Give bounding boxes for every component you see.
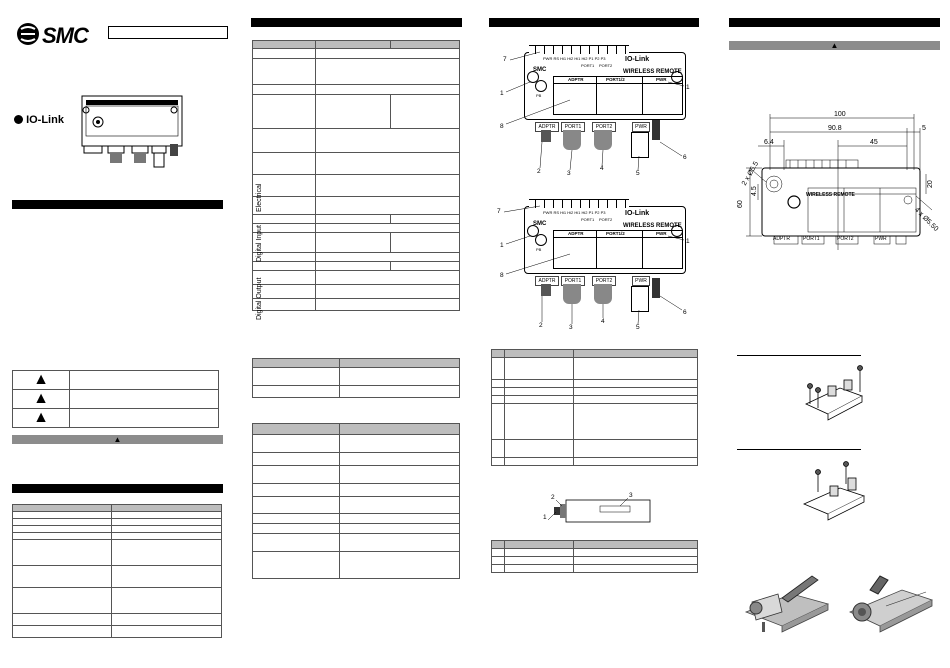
warning-banner: ▲: [729, 41, 940, 50]
electrical-spec-table: [252, 40, 460, 311]
parts-description-table: [491, 349, 698, 466]
callout-number: 4: [600, 165, 604, 172]
dim-2x-phi: 2 x Ø5.5: [740, 160, 761, 187]
environment-spec-table: [252, 358, 460, 398]
bracket-mounting-diagram: [800, 460, 870, 522]
status-led-labels: PWR RS Hi1 Hi2 Hi1 Hi2 P1 P2 P3: [543, 56, 606, 61]
connector-label: PORT1: [561, 276, 585, 286]
io-link-logo: IO-Link: [625, 56, 650, 63]
callout-number: 6: [683, 154, 687, 161]
installation-photo-1: [742, 572, 832, 634]
section-header-bar: [12, 200, 223, 209]
connector-label: PORT1: [803, 236, 820, 242]
io-link-logo: IO-Link: [14, 114, 64, 126]
smc-small-logo: SMC: [533, 221, 547, 227]
device-title: WIRELESS REMOTE: [623, 223, 682, 229]
port-label: PORT2: [599, 63, 613, 68]
status-led-labels: PWR RS Hi1 Hi2 Hi1 Hi2 P1 P2 P3: [543, 210, 606, 215]
connector-label: PORT2: [592, 276, 616, 286]
port-label: PORT2: [599, 217, 613, 222]
connector-label: PORT1: [561, 122, 585, 132]
dim-5: 5: [922, 125, 926, 132]
callout-number: 7: [497, 208, 501, 215]
io-link-logo: IO-Link: [625, 210, 650, 217]
callout-number: 1: [500, 242, 504, 249]
section-head: ADPTR: [568, 231, 584, 236]
dim-20: 20: [927, 180, 934, 188]
section-label-digital-input: Digital Input: [256, 225, 263, 262]
dim-6-4: 6.4: [764, 139, 774, 146]
connector-label: PWR: [632, 122, 650, 132]
connector-label: ADPTR: [535, 276, 559, 286]
specification-table: [12, 504, 222, 638]
callout-number: 3: [629, 492, 633, 499]
safety-symbol-table: [12, 370, 219, 428]
section-header-bar: [12, 484, 223, 493]
callout-number: 2: [539, 322, 543, 329]
callout-number: 8: [500, 123, 504, 130]
bracket-mounting-diagram: [800, 364, 870, 424]
section-head: PWR: [656, 77, 667, 82]
section-header-bar: [729, 18, 940, 27]
dim-4x-phi: 4 x Ø5.50: [912, 206, 940, 233]
port-label: PORT1: [581, 63, 595, 68]
callout-number: 2: [551, 494, 555, 501]
leader-lines: [500, 50, 690, 330]
smc-small-logo: SMC: [533, 67, 547, 73]
smc-logo: [14, 20, 104, 52]
wireless-spec-table: [252, 423, 460, 579]
product-thumbnail: [78, 94, 186, 172]
dim-4-5: 4.5: [751, 186, 758, 196]
warning-icon: ▲: [13, 371, 70, 390]
connector-label: PWR: [632, 276, 650, 286]
callout-number: 5: [636, 170, 640, 177]
section-head: PORT1/2: [606, 77, 625, 82]
callout-number: 4: [601, 318, 605, 325]
device-title: WIRELESS REMOTE: [623, 69, 682, 75]
section-header-bar: [489, 18, 699, 27]
dimension-drawing: [730, 110, 940, 260]
warning-icon: ▲: [13, 390, 70, 409]
callout-number: 7: [503, 56, 507, 63]
connector-label: ADPTR: [773, 236, 790, 242]
section-head: PORT1/2: [606, 231, 625, 236]
callout-number: 3: [567, 170, 571, 177]
device-title: WIRELESS REMOTE: [806, 192, 855, 198]
warning-banner: ▲: [12, 435, 223, 444]
section-head: PWR: [656, 231, 667, 236]
section-head: ADPTR: [568, 77, 584, 82]
adapter-parts-table: [491, 540, 698, 573]
callout-number: 1: [543, 514, 547, 521]
callout-number: 2: [537, 168, 541, 175]
callout-number: 6: [683, 309, 687, 316]
callout-number: 3: [569, 324, 573, 331]
section-header-bar: [251, 18, 462, 27]
adapter-diagram: [540, 490, 660, 530]
section-label-digital-output: Digital Output: [256, 277, 263, 320]
pb-label: PB: [536, 247, 542, 252]
section-label-electrical: Electrical: [256, 183, 263, 212]
connector-label: PORT2: [592, 122, 616, 132]
callout-number: 5: [636, 324, 640, 331]
warning-icon: ▲: [13, 409, 70, 428]
svg-text:SMC: SMC: [42, 23, 88, 48]
divider: [737, 449, 861, 450]
callout-number: 8: [500, 272, 504, 279]
callout-number: 1: [686, 238, 690, 245]
dim-60: 60: [737, 200, 744, 208]
dim-100: 100: [834, 111, 846, 118]
callout-number: 1: [500, 90, 504, 97]
connector-label: PORT2: [837, 236, 854, 242]
connector-label: ADPTR: [535, 122, 559, 132]
divider: [737, 355, 861, 356]
document-number-box: [108, 26, 228, 39]
installation-photo-2: [846, 572, 936, 634]
connector-label: PWR: [875, 236, 887, 242]
callout-number: 1: [686, 84, 690, 91]
pb-label: PB: [536, 93, 542, 98]
dim-45: 45: [870, 139, 878, 146]
dim-90-8: 90.8: [828, 125, 842, 132]
port-label: PORT1: [581, 217, 595, 222]
